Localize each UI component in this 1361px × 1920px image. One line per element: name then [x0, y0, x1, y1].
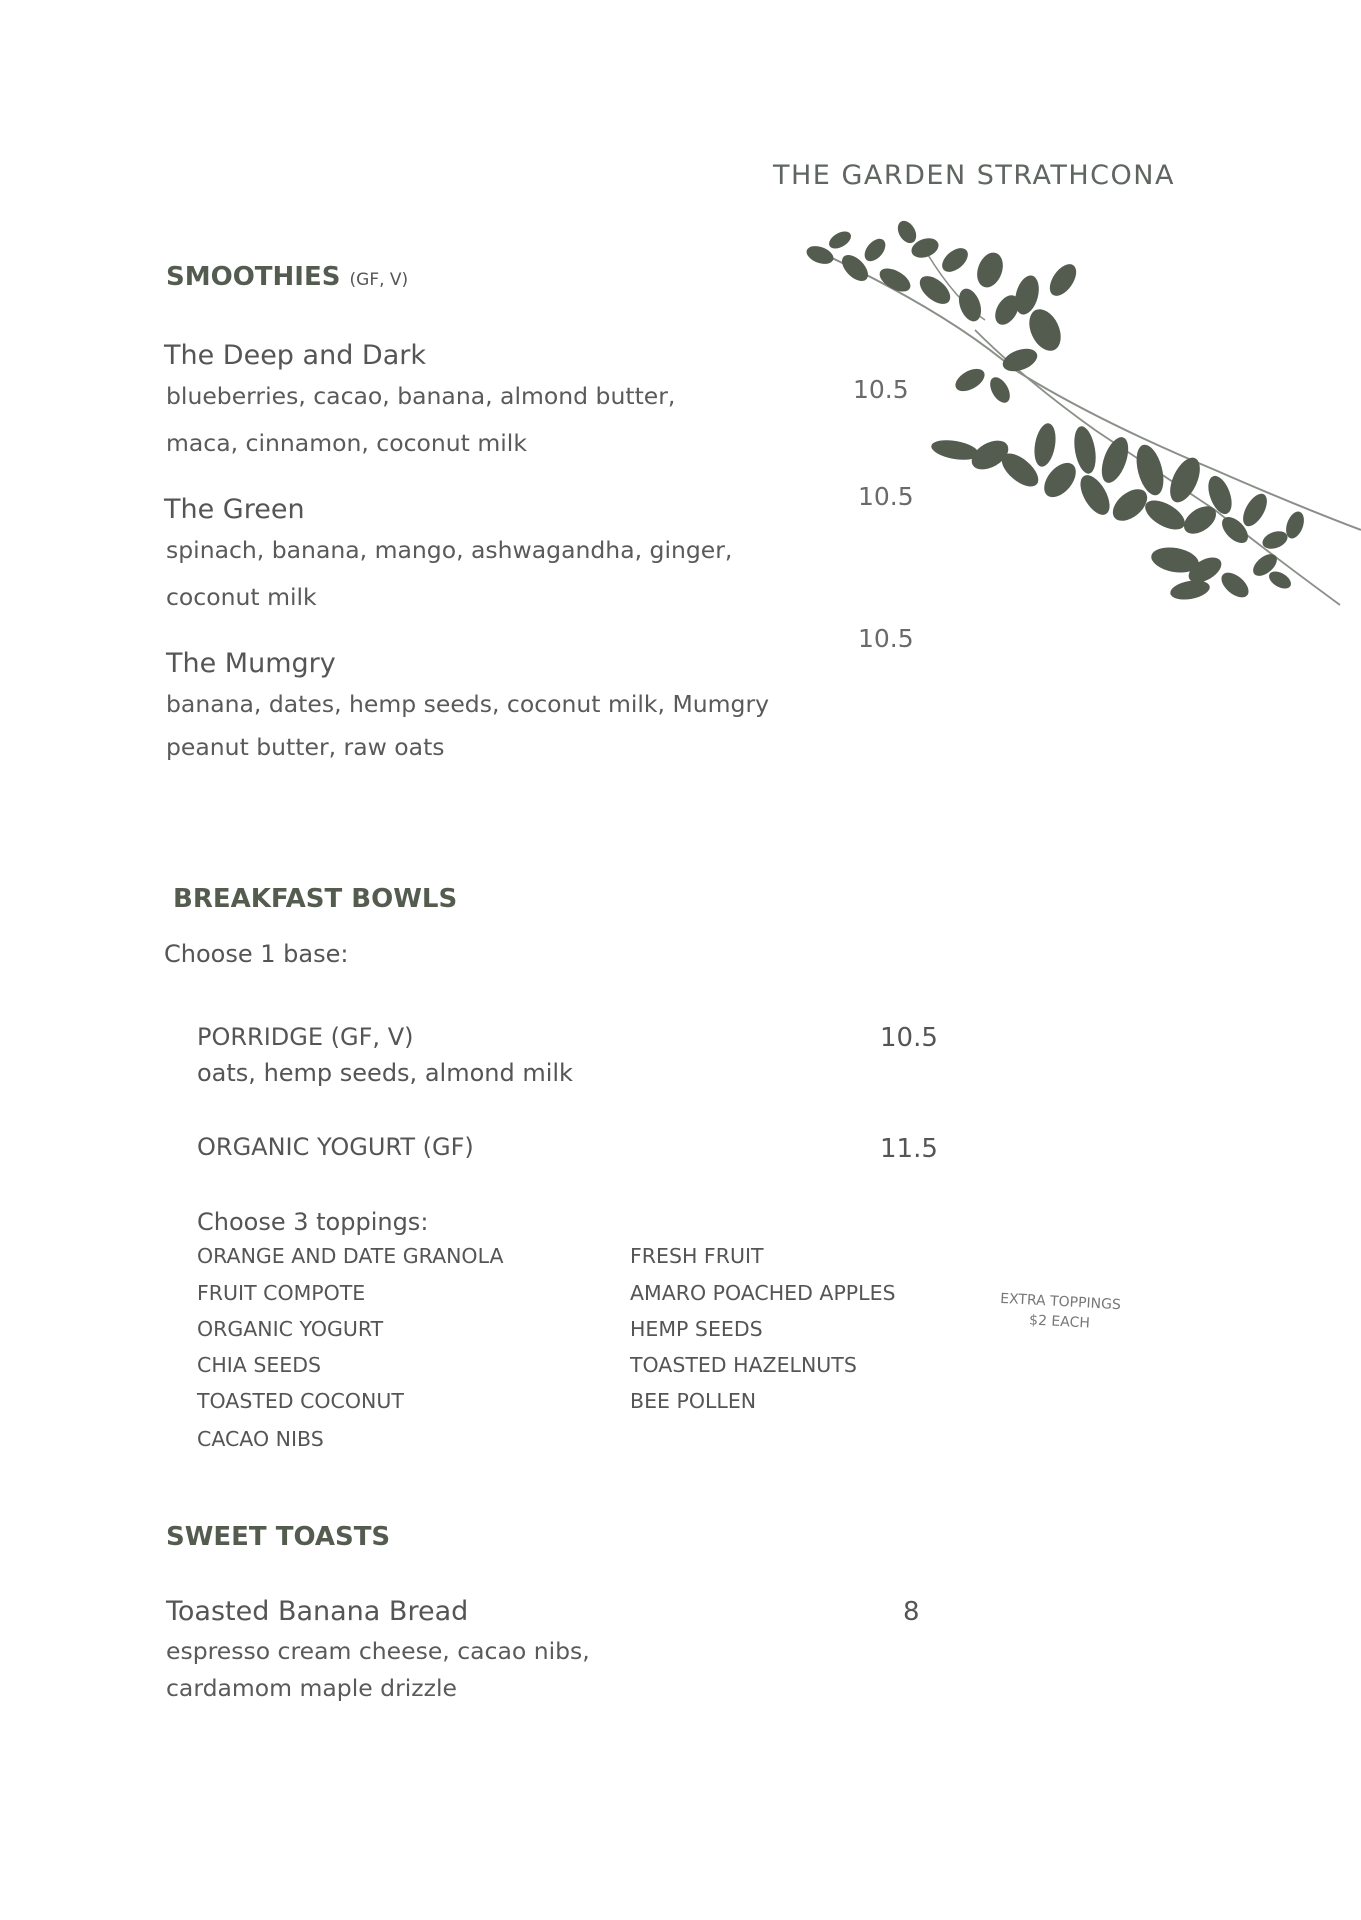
fern-sprig-illustration: [795, 220, 1361, 620]
dietary-note: (GF, V): [349, 270, 409, 290]
topping-item: ORANGE AND DATE GRANOLA: [197, 1244, 504, 1268]
item-name: The Deep and Dark: [164, 340, 426, 371]
topping-item: FRESH FRUIT: [630, 1244, 764, 1268]
topping-item: CACAO NIBS: [197, 1427, 324, 1451]
extra-toppings-note: [994, 1289, 1126, 1336]
section-title-sweet-toasts: SWEET TOASTS: [166, 1522, 391, 1552]
item-name: The Mumgry: [166, 648, 336, 679]
topping-item: AMARO POACHED APPLES: [630, 1281, 896, 1305]
section-title-smoothies: [166, 262, 408, 292]
choose-toppings-label: Choose 3 toppings:: [197, 1208, 429, 1236]
item-price: 10.5: [858, 482, 914, 511]
item-description: maca, cinnamon, coconut milk: [166, 429, 527, 457]
base-name: PORRIDGE (GF, V): [197, 1023, 414, 1051]
item-name: The Green: [164, 494, 305, 525]
item-price: 10.5: [853, 375, 909, 404]
item-description: blueberries, cacao, banana, almond butter,: [166, 382, 676, 410]
item-description: spinach, banana, mango, ashwagandha, ginger,: [166, 536, 733, 564]
topping-item: BEE POLLEN: [630, 1389, 757, 1413]
base-description: oats, hemp seeds, almond milk: [197, 1059, 573, 1087]
extra-toppings-price: $2 EACH: [1028, 1312, 1091, 1332]
topping-item: ORGANIC YOGURT: [197, 1317, 384, 1341]
topping-item: FRUIT COMPOTE: [197, 1281, 366, 1305]
base-price: 10.5: [880, 1023, 938, 1053]
item-description: peanut butter, raw oats: [166, 733, 445, 761]
topping-item: TOASTED HAZELNUTS: [630, 1353, 857, 1377]
section-title-text: SMOOTHIES: [166, 262, 341, 292]
topping-item: CHIA SEEDS: [197, 1353, 322, 1377]
item-description: cardamom maple drizzle: [166, 1674, 457, 1702]
item-price: 10.5: [858, 624, 914, 653]
choose-base-label: Choose 1 base:: [164, 940, 349, 968]
item-description: espresso cream cheese, cacao nibs,: [166, 1637, 590, 1665]
extra-toppings-line: EXTRA TOPPINGS: [999, 1290, 1122, 1314]
item-description: banana, dates, hemp seeds, coconut milk, Mumgry: [166, 690, 770, 718]
base-price: 11.5: [880, 1134, 938, 1164]
restaurant-name: THE GARDEN STRATHCONA: [773, 160, 1175, 191]
section-title-breakfast-bowls: BREAKFAST BOWLS: [173, 884, 458, 914]
item-description: coconut milk: [166, 583, 317, 611]
topping-item: TOASTED COCONUT: [197, 1389, 404, 1413]
base-name: ORGANIC YOGURT (GF): [197, 1133, 474, 1161]
topping-item: HEMP SEEDS: [630, 1317, 763, 1341]
item-name: Toasted Banana Bread: [166, 1596, 469, 1627]
item-price: 8: [903, 1597, 920, 1627]
